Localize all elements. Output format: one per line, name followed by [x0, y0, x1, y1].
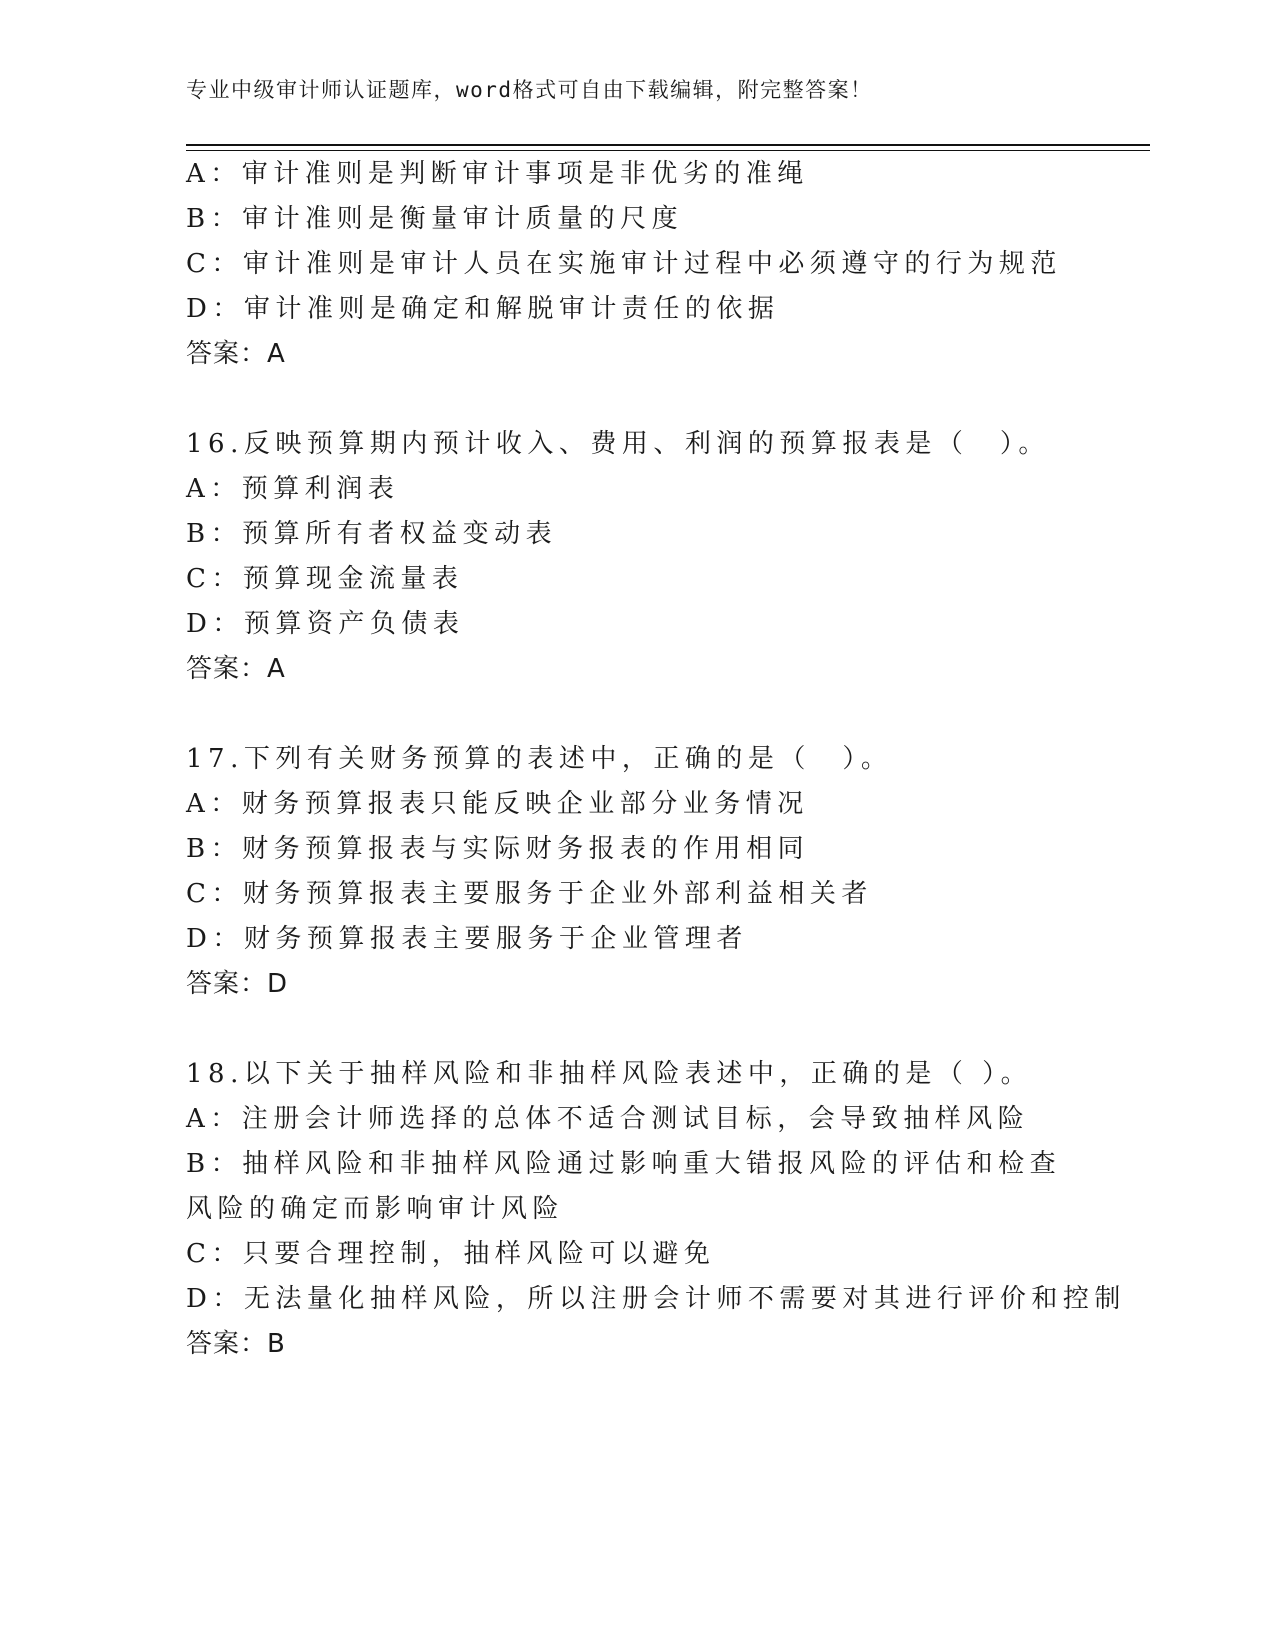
spacer: [186, 377, 1086, 422]
option-b: B：财务预算报表与实际财务报表的作用相同: [186, 834, 810, 864]
option-b: B：预算所有者权益变动表: [186, 519, 558, 549]
option-c: C：财务预算报表主要服务于企业外部利益相关者: [186, 879, 873, 909]
question-stem: 16.反映预算期内预计收入、费用、利润的预算报表是（ ）。: [186, 429, 1050, 459]
question-18: [186, 1052, 1126, 1367]
option-d: D：预算资产负债表: [186, 609, 465, 639]
question-stem: 18.以下关于抽样风险和非抽样风险表述中，正确的是（ ）。: [186, 1059, 1033, 1089]
option-b: B：抽样风险和非抽样风险通过影响重大错报风险的评估和检查风险的确定而影响审计风险: [186, 1149, 1062, 1224]
answer-line: 答案：A: [186, 339, 286, 369]
option-a: A：财务预算报表只能反映企业部分业务情况: [186, 789, 809, 819]
answer-line: 答案：D: [186, 969, 289, 999]
question-16: [186, 422, 1086, 692]
question-list: [186, 152, 1126, 1367]
option-d: D：无法量化抽样风险，所以注册会计师不需要对其进行评价和控制: [186, 1284, 1126, 1314]
question-15: [186, 152, 1086, 377]
option-a: A：审计准则是判断审计事项是非优劣的准绳: [186, 159, 809, 189]
spacer: [186, 692, 1086, 737]
spacer: [186, 1007, 1086, 1052]
page-header: 专业中级审计师认证题库，word格式可自由下载编辑，附完整答案！: [186, 78, 873, 102]
option-b: B：审计准则是衡量审计质量的尺度: [186, 204, 684, 234]
header-divider: [186, 144, 1150, 151]
option-c: C：预算现金流量表: [186, 564, 464, 594]
question-stem: 17.下列有关财务预算的表述中，正确的是（ ）。: [186, 744, 893, 774]
option-d: D：审计准则是确定和解脱审计责任的依据: [186, 294, 780, 324]
option-c: C：只要合理控制，抽样风险可以避免: [186, 1239, 716, 1269]
answer-line: 答案：B: [186, 1329, 286, 1359]
option-a: A：注册会计师选择的总体不适合测试目标，会导致抽样风险: [186, 1104, 1030, 1134]
option-d: D：财务预算报表主要服务于企业管理者: [186, 924, 748, 954]
option-c: C：审计准则是审计人员在实施审计过程中必须遵守的行为规范: [186, 249, 1062, 279]
question-17: [186, 737, 1086, 1007]
option-a: A：预算利润表: [186, 474, 400, 504]
answer-line: 答案：A: [186, 654, 286, 684]
